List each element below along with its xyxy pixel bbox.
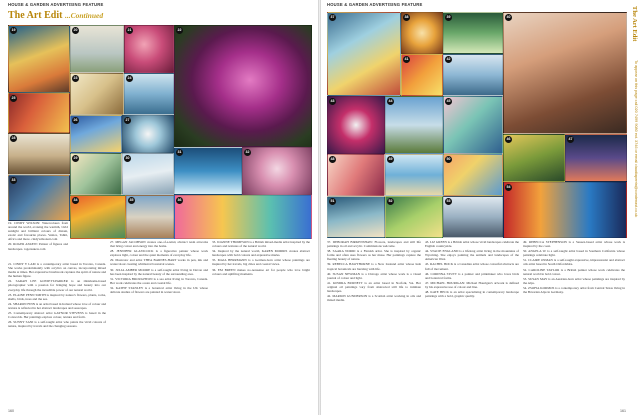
artwork-number: 50: [446, 157, 451, 161]
artist-entry: 40. SUSAN NEWMAN is a Chicago artist whose work is a visual journal of colour and light.: [327, 271, 421, 280]
left-page-header: HOUSE & GARDEN ADVERTISING FEATURE: [8, 2, 104, 7]
artist-entry: 20. ROGER ASKEW: Painter of figures and landscapes. rogeraskew.com: [8, 242, 68, 251]
artwork-tile: [124, 25, 174, 73]
artwork-number: 52: [388, 199, 393, 203]
artwork-tile: [443, 154, 503, 196]
artwork-tile: [443, 54, 503, 96]
page-number: 160: [8, 409, 14, 413]
artwork-tile: [327, 12, 401, 96]
text-column: [110, 240, 208, 407]
artist-entry: 33. JOANNE THOMPSON is a British mixed-media artist inspired by the colours and textures of the natural world.: [212, 240, 310, 249]
artist-entry: 24. SHARON FINN is an artist based in Ireland whose love of colour and texture is reflected in her abstract landscapes and seascapes.: [8, 301, 106, 310]
artwork-tile: [385, 154, 443, 196]
artist-entry: 47. MICHAEL HOURIGAN: Michael Hourigan's artwork is defined by his expressive use of colour and line.: [425, 280, 519, 289]
artist-entry: 42. MARION GUNDERSON is a Scottish artist working in oils and mixed media.: [327, 294, 421, 303]
artist-entry: 35. MAJA HERRMANN is a German-born artist whose paintings are inspired by her travels, big cities and coastal views.: [212, 258, 310, 267]
artist-entry: 30. JULIA AMBER MOORE is a self-taught artist living in Devon and has been inspired by the natural beauty of the surrounding area.: [110, 267, 208, 276]
artwork-number: 40: [506, 15, 511, 19]
right-page-header: HOUSE & GARDEN ADVERTISING FEATURE: [327, 2, 423, 7]
artwork-number: 32: [245, 150, 250, 154]
artwork-number: 46: [506, 137, 511, 141]
artwork-number: 28: [11, 136, 16, 140]
side-caption: To appear on this page call 020 7499 9080 ext. 3746 or email claudiaperrin@condenast.co.uk: [634, 60, 638, 218]
left-page: [0, 0, 318, 415]
artwork-number: 45: [446, 99, 451, 103]
artist-entry: 25. Contemporary abstract artist GAYNOR STEVENS is based in the Cotswolds. Her paintings explore colour, texture and form.: [8, 311, 106, 320]
artwork-number: 23: [73, 76, 78, 80]
artwork-number: 31: [177, 150, 182, 154]
artwork-number: 39: [446, 15, 451, 19]
artwork-tile: [327, 196, 385, 238]
artwork-tile: [70, 195, 126, 239]
artwork-number: 42: [446, 57, 451, 61]
artwork-number: 25: [11, 96, 16, 100]
artwork-tile: [8, 25, 70, 93]
artwork-number: 54: [506, 185, 511, 189]
artwork-tile: [124, 73, 174, 115]
artwork-number: 20: [73, 28, 78, 32]
text-column: [523, 240, 625, 407]
right-page: [321, 0, 640, 415]
artwork-tile: [70, 115, 122, 153]
artwork-tile: [401, 54, 443, 96]
artist-entry: 43. LIZ GREEN is a British artist whose vivid landscapes celebrate the English countryside.: [425, 240, 519, 249]
artwork-tile: [443, 12, 503, 54]
artwork-number: 48: [330, 157, 335, 161]
side-strip: [628, 0, 640, 415]
artwork-tile: [8, 133, 70, 175]
artwork-tile: [8, 93, 70, 133]
artwork-number: 41: [404, 57, 409, 61]
artwork-number: 38: [404, 15, 409, 19]
artist-entry: 46. CORINNA STUTT is a painter and printmaker who loves birds and botanical forms.: [425, 271, 519, 280]
artwork-number: 21: [127, 28, 132, 32]
artwork-number: 51: [330, 199, 335, 203]
artwork-number: 27: [125, 118, 130, 122]
artist-entry: 52. CAROLINE TAYLOR is a British painter whose work celebrates the natural world in bold colour.: [523, 267, 625, 276]
artwork-number: 35: [129, 198, 134, 202]
page-number: 161: [620, 409, 626, 413]
artwork-number: 29: [73, 156, 78, 160]
artwork-number: 36: [177, 198, 182, 202]
artwork-number: 33: [11, 178, 16, 182]
artist-entry: 34. Inspired by the natural world, KAREN MORRIS creates abstract landscapes with bold colours and expressive marks.: [212, 249, 310, 258]
artwork-tile: [174, 195, 312, 239]
artist-entry: 51. CLAIRE OSMAN is a self-taught expressive, impressionist and abstract oils artist based in South Oxfordshire.: [523, 258, 625, 267]
side-title: The Art Edit: [631, 6, 638, 42]
artwork-number: 53: [446, 199, 451, 203]
artwork-tile: [503, 12, 627, 134]
artist-entry: 31. VICTORIA BROUGHTON is a sea artist living in Toronto, Canada. Her work celebrates the ocean and coastal life.: [110, 276, 208, 285]
artist-entry: 44. STACIE ENGLAND is a lifelong artist living in the mountains of Wyoming. She enjoys painting the animals and landscapes of the American West.: [425, 249, 519, 262]
artwork-tile: [565, 134, 627, 182]
page-title-text: The Art Edit: [8, 10, 63, 21]
artist-entry: 19. CINDY WILSON: Watercolours from around the world, evoking the warmth, vivid sunlight and brilliant colours of distant, exotic and favourite places. Venice, Tahiti, Africa and more. cindywilsonart.com: [8, 221, 68, 242]
artist-entry: 49. REBECCA STEPHENSON is a Sussex-based artist whose work is inspired by the coast.: [523, 240, 625, 249]
artwork-number: 30: [125, 156, 130, 160]
artist-entry: 36. EM BREEN makes no-nonsense art for people who love bright colours and uplifting moments.: [212, 267, 310, 276]
artist-entry: 26. SUNNY SANI is a self-taught artist who paints the vivid colours of nature, inspired by travels and the changing seasons.: [8, 320, 106, 329]
artwork-tile: [70, 153, 122, 195]
artist-entry: 39. REBECCA HAWTHORNE is a New Zealand artist whose lush tropical botanicals are bursting with life.: [327, 262, 421, 271]
artwork-tile: [401, 12, 443, 54]
artwork-number: 43: [330, 99, 335, 103]
artwork-number: 47: [568, 137, 573, 141]
artist-entry: 28. JENNIFER GLASSCOCK is a figurative painter whose work explores light, colour and the quiet moments of everyday life.: [110, 249, 208, 258]
artist-entry: 23. ELAINE PENN SMITH is inspired by nature's flowers, plants, rocks, shells, birds, trees and the sea.: [8, 292, 106, 301]
artwork-number: 49: [388, 157, 393, 161]
artwork-tile: [122, 115, 174, 153]
text-column: [327, 240, 421, 407]
artist-entry: 21. CINDY Y LAM is a contemporary artist based in Toronto, Canada. She works predominantly with acrylics on canvas, incorporating mixed media at times. Her expressive brushwork captures the spirit of nature and the human figure.: [8, 262, 106, 279]
artist-entry: 29. Illustrator and artist THEA BARNES-HART works in pen, ink and watercolour creating whimsical botanical scenes.: [110, 258, 208, 267]
artwork-tile: [174, 25, 312, 147]
artwork-number: 22: [177, 28, 182, 32]
artwork-tile: [327, 96, 385, 154]
artwork-tile: [8, 175, 70, 221]
artwork-tile: [443, 96, 503, 154]
artwork-tile: [385, 96, 443, 154]
artwork-tile: [122, 153, 174, 195]
artwork-tile: [70, 25, 124, 73]
artwork-number: 19: [11, 28, 16, 32]
artwork-number: 44: [388, 99, 393, 103]
artist-entry: 37. DEBORAH BIRKENSHAW: Flowers, landscapes and still life paintings in oil and acrylic. Commissions welcome.: [327, 240, 421, 249]
artwork-tile: [443, 196, 503, 238]
artist-entry: 54. ZSOFIA KORMOS is a contemporary artist from Central Texas living in the Bavarian Alps in Germany.: [523, 285, 625, 295]
artist-entry: 22. SARAH LEE GOSSETT-PARKER is an Oklahoma-based photographer with a passion for bringing hope and beauty into our everyday life through the incredible power of our natural world.: [8, 279, 106, 292]
artwork-number: 26: [73, 118, 78, 122]
artwork-tile: [242, 147, 312, 195]
artist-entry: 27. MEGAN JACOBSON creates one-of-a-kind, abstract resin artworks that bring colour and energy into the home.: [110, 240, 208, 249]
artist-entry: 38. SAARA NORRI is a Finnish artist. She is inspired by organic forms and often uses flowers as her muse. Her paintings capture the fleeting beauty of nature.: [327, 249, 421, 262]
artist-entry: 45. RACHEL BOCK is a Canadian artist whose colourful abstracts are full of movement.: [425, 262, 519, 271]
artist-entry: 53. SUSAN MAY is an Austrian-born artist whose paintings are inspired by the Alps.: [523, 276, 625, 285]
artwork-tile: [503, 134, 565, 182]
artwork-tile: [327, 154, 385, 196]
artist-entry: 48. KATE BECK is an artist specialising in contemporary landscape paintings with a bold, graphic quality.: [425, 290, 519, 299]
page-title: [8, 10, 103, 21]
artwork-tile: [70, 73, 124, 115]
artwork-tile: [385, 196, 443, 238]
artist-entry: 41. KINDRA BURNETT is an artist based in Norfolk, VA. Her original oil paintings vary from abstracted still life to intimate landscapes.: [327, 280, 421, 294]
artwork-tile: [503, 182, 627, 238]
artist-entry: 50. ANGELA W. is a self-taught artist based in Southern California whose paintings celebrate light.: [523, 249, 625, 258]
artist-entry: 32. KATHY STANLEY is a botanical artist living in the UK whose delicate studies of flowers are painted in watercolour.: [110, 285, 208, 295]
artwork-number: 34: [73, 198, 78, 202]
text-column: [212, 240, 310, 407]
artwork-number: 24: [127, 76, 132, 80]
text-column: [8, 262, 106, 407]
text-column: [425, 240, 519, 407]
artwork-tile: [126, 195, 174, 239]
artwork-tile: [174, 147, 242, 195]
page-title-suffix: ...Continued: [64, 11, 104, 20]
artwork-number: 37: [330, 15, 335, 19]
